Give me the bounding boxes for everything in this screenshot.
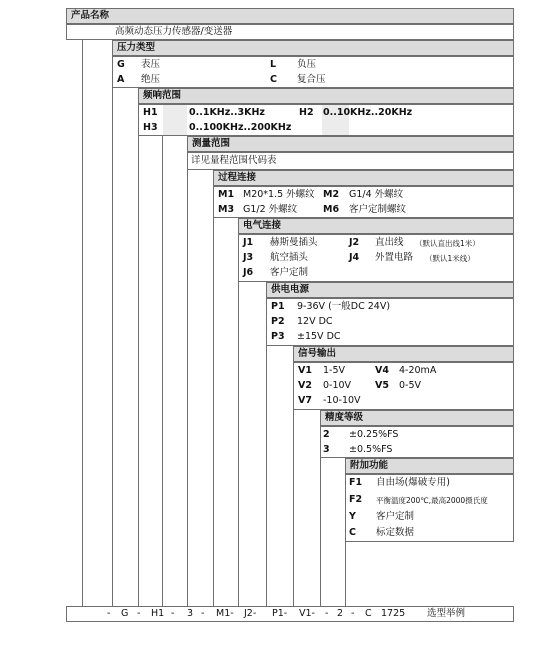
electrical-header: 电气连接 bbox=[238, 218, 514, 234]
signal-label-v7: -10-10V bbox=[323, 395, 361, 406]
elec-code-j2: J2 bbox=[349, 237, 360, 248]
tree-line-1 bbox=[82, 40, 83, 606]
proc-code-m2: M2 bbox=[323, 189, 340, 200]
pressure-type-header: 压力类型 bbox=[112, 40, 514, 56]
process-connection-table bbox=[213, 186, 514, 218]
extra-label-f1: 自由场(爆破专用) bbox=[376, 477, 450, 488]
proc-label-m3: G1/2 外螺纹 bbox=[243, 204, 298, 215]
power-header: 供电电源 bbox=[266, 282, 514, 298]
range-value: 详见量程范围代码表 bbox=[191, 155, 277, 166]
accuracy-header: 精度等级 bbox=[320, 410, 514, 426]
frequency-table bbox=[138, 104, 514, 136]
product-name-value: 高频动态压力传感器/变送器 bbox=[115, 26, 233, 37]
example-code-5: 3 bbox=[187, 608, 194, 619]
product-name-header: 产品名称 bbox=[66, 8, 514, 24]
elec-label-j1: 赫斯曼插头 bbox=[270, 237, 318, 248]
signal-code-v5: V5 bbox=[375, 380, 389, 391]
elec-code-j3: J3 bbox=[243, 252, 254, 263]
freq-label-h1: 0..1KHz..3KHz bbox=[189, 107, 265, 118]
extra-label-y: 客户定制 bbox=[376, 511, 415, 522]
freq-code-h1: H1 bbox=[143, 107, 158, 118]
signal-table bbox=[293, 362, 514, 410]
range-row bbox=[187, 152, 514, 170]
signal-code-v4: V4 bbox=[375, 365, 389, 376]
elec-note-j2: （默认直出线1米） bbox=[415, 239, 480, 248]
tree-line-6 bbox=[213, 170, 214, 606]
frequency-shade bbox=[163, 105, 187, 135]
extra-header: 附加功能 bbox=[345, 458, 514, 474]
accuracy-label-2: ±0.25%FS bbox=[349, 429, 399, 440]
example-code-14: C bbox=[365, 608, 372, 619]
power-code-p3: P3 bbox=[271, 331, 285, 342]
extra-code-y: Y bbox=[349, 511, 356, 522]
freq-code-h2: H2 bbox=[299, 107, 314, 118]
power-code-p2: P2 bbox=[271, 316, 285, 327]
example-code-9: P1- bbox=[272, 608, 288, 619]
example-code-6: - bbox=[201, 608, 205, 619]
example-code-15: 1725 bbox=[381, 608, 406, 619]
elec-code-j1: J1 bbox=[243, 237, 254, 248]
example-code-10: V1- bbox=[299, 608, 315, 619]
proc-label-m6: 客户定制螺纹 bbox=[349, 204, 407, 215]
proc-code-m1: M1 bbox=[218, 189, 235, 200]
tree-line-4 bbox=[162, 136, 163, 606]
pressure-code-a: A bbox=[117, 74, 125, 85]
example-code-12: 2 bbox=[337, 608, 344, 619]
pressure-label-l: 负压 bbox=[297, 59, 317, 70]
pressure-code-l: L bbox=[270, 59, 277, 70]
proc-code-m6: M6 bbox=[323, 204, 340, 215]
elec-label-j2: 直出线 bbox=[375, 237, 404, 248]
accuracy-table bbox=[320, 426, 514, 458]
pressure-label-a: 绝压 bbox=[141, 74, 161, 85]
freq-label-h3: 0..100KHz..200KHz bbox=[189, 122, 292, 133]
freq-label-h2: 0..10KHz..20KHz bbox=[323, 107, 413, 118]
example-code-3: H1 bbox=[151, 608, 165, 619]
proc-code-m3: M3 bbox=[218, 204, 235, 215]
pressure-label-g: 表压 bbox=[141, 59, 161, 70]
example-code-0: - bbox=[107, 608, 111, 619]
extra-table bbox=[345, 474, 514, 542]
extra-label-f2: 平衡温度200℃,最高2000摄氏度 bbox=[376, 496, 488, 505]
tree-line-2 bbox=[112, 40, 113, 606]
example-code-8: J2- bbox=[244, 608, 257, 619]
example-label: 选型举例 bbox=[427, 608, 466, 619]
tree-line-3 bbox=[138, 88, 139, 606]
accuracy-label-3: ±0.5%FS bbox=[349, 444, 393, 455]
elec-label-j3: 航空插头 bbox=[270, 252, 309, 263]
signal-label-v5: 0-5V bbox=[399, 380, 422, 391]
example-code-1: G bbox=[121, 608, 129, 619]
pressure-type-table bbox=[112, 56, 514, 88]
proc-label-m2: G1/4 外螺纹 bbox=[349, 189, 404, 200]
accuracy-code-2: 2 bbox=[323, 429, 330, 440]
power-label-p2: 12V DC bbox=[297, 316, 333, 327]
electrical-table bbox=[238, 234, 514, 282]
example-code-2: - bbox=[137, 608, 141, 619]
elec-code-j4: J4 bbox=[349, 252, 360, 263]
product-name-row bbox=[66, 24, 514, 40]
accuracy-code-3: 3 bbox=[323, 444, 330, 455]
power-label-p3: ±15V DC bbox=[297, 331, 341, 342]
signal-code-v1: V1 bbox=[298, 365, 312, 376]
signal-label-v1: 1-5V bbox=[323, 365, 346, 376]
frequency-header: 频响范围 bbox=[138, 88, 514, 104]
signal-code-v2: V2 bbox=[298, 380, 312, 391]
power-code-p1: P1 bbox=[271, 301, 285, 312]
extra-code-f1: F1 bbox=[349, 477, 363, 488]
extra-label-c: 标定数据 bbox=[376, 527, 415, 538]
signal-code-v7: V7 bbox=[298, 395, 312, 406]
pressure-label-c: 复合压 bbox=[297, 74, 326, 85]
elec-note-j4: （默认1米线） bbox=[425, 254, 475, 263]
extra-code-c: C bbox=[349, 527, 356, 538]
freq-code-h3: H3 bbox=[143, 122, 158, 133]
proc-label-m1: M20*1.5 外螺纹 bbox=[243, 189, 315, 200]
signal-label-v2: 0-10V bbox=[323, 380, 352, 391]
pressure-code-c: C bbox=[270, 74, 277, 85]
elec-label-j4: 外置电路 bbox=[375, 252, 414, 263]
elec-label-j6: 客户定制 bbox=[270, 267, 309, 278]
elec-code-j6: J6 bbox=[243, 267, 254, 278]
example-code-4: - bbox=[171, 608, 175, 619]
power-label-p1: 9-36V (一般DC 24V) bbox=[297, 301, 391, 312]
pressure-code-g: G bbox=[117, 59, 125, 70]
example-code-13: - bbox=[351, 608, 355, 619]
extra-code-f2: F2 bbox=[349, 494, 363, 505]
example-row bbox=[66, 606, 514, 622]
tree-line-5 bbox=[187, 136, 188, 606]
signal-label-v4: 4-20mA bbox=[399, 365, 437, 376]
range-header: 测量范围 bbox=[187, 136, 514, 152]
example-code-7: M1- bbox=[216, 608, 234, 619]
process-connection-header: 过程连接 bbox=[213, 170, 514, 186]
example-code-11: - bbox=[325, 608, 329, 619]
signal-header: 信号输出 bbox=[293, 346, 514, 362]
power-table bbox=[266, 298, 514, 346]
